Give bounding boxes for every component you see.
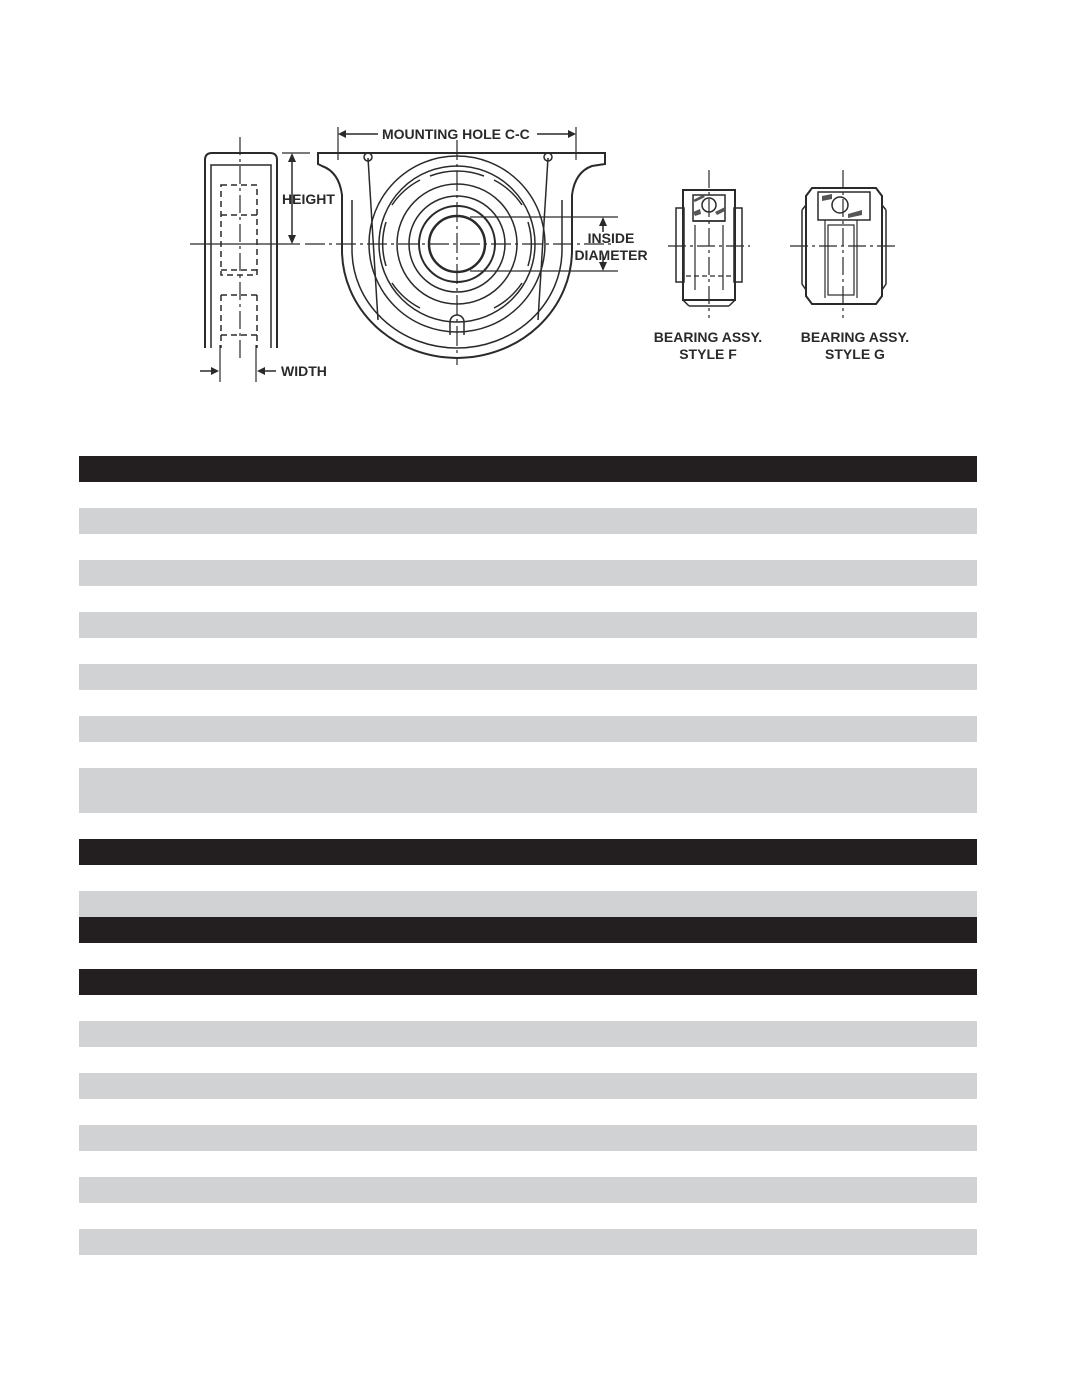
style-g-label-line1: BEARING ASSY. [800, 329, 910, 345]
width-label: WIDTH [281, 363, 327, 379]
table-row [79, 664, 977, 690]
bearing-style-f-drawing [668, 170, 750, 318]
table-section-header-row [79, 917, 977, 943]
table-section-header-row [79, 839, 977, 865]
table-row [79, 1073, 977, 1099]
table-row [79, 560, 977, 586]
table-row [79, 612, 977, 638]
table-header-row [79, 456, 977, 482]
bearing-style-g-drawing [790, 170, 895, 318]
table-row [79, 716, 977, 742]
mounting-hole-label: MOUNTING HOLE C-C [382, 126, 530, 142]
style-f-label-line2: STYLE F [679, 346, 737, 362]
height-label: HEIGHT [282, 191, 335, 207]
bearing-dimension-diagram [0, 0, 1071, 430]
table-row [79, 1125, 977, 1151]
side-view-hidden-bearing [221, 185, 257, 275]
table-row [79, 508, 977, 534]
diagram-drawing [0, 0, 1071, 430]
side-view-outline [205, 153, 277, 348]
table-section-header-row [79, 969, 977, 995]
table-row [79, 891, 977, 917]
inside-diameter-label-line1: INSIDE [587, 230, 635, 246]
table-row [79, 1177, 977, 1203]
style-f-label-line1: BEARING ASSY. [653, 329, 763, 345]
table-row [79, 768, 977, 813]
style-g-label-line2: STYLE G [825, 346, 885, 362]
inside-diameter-label-line2: DIAMETER [574, 247, 648, 263]
side-view-inner [211, 165, 271, 348]
table-row [79, 1021, 977, 1047]
table-row [79, 1229, 977, 1255]
